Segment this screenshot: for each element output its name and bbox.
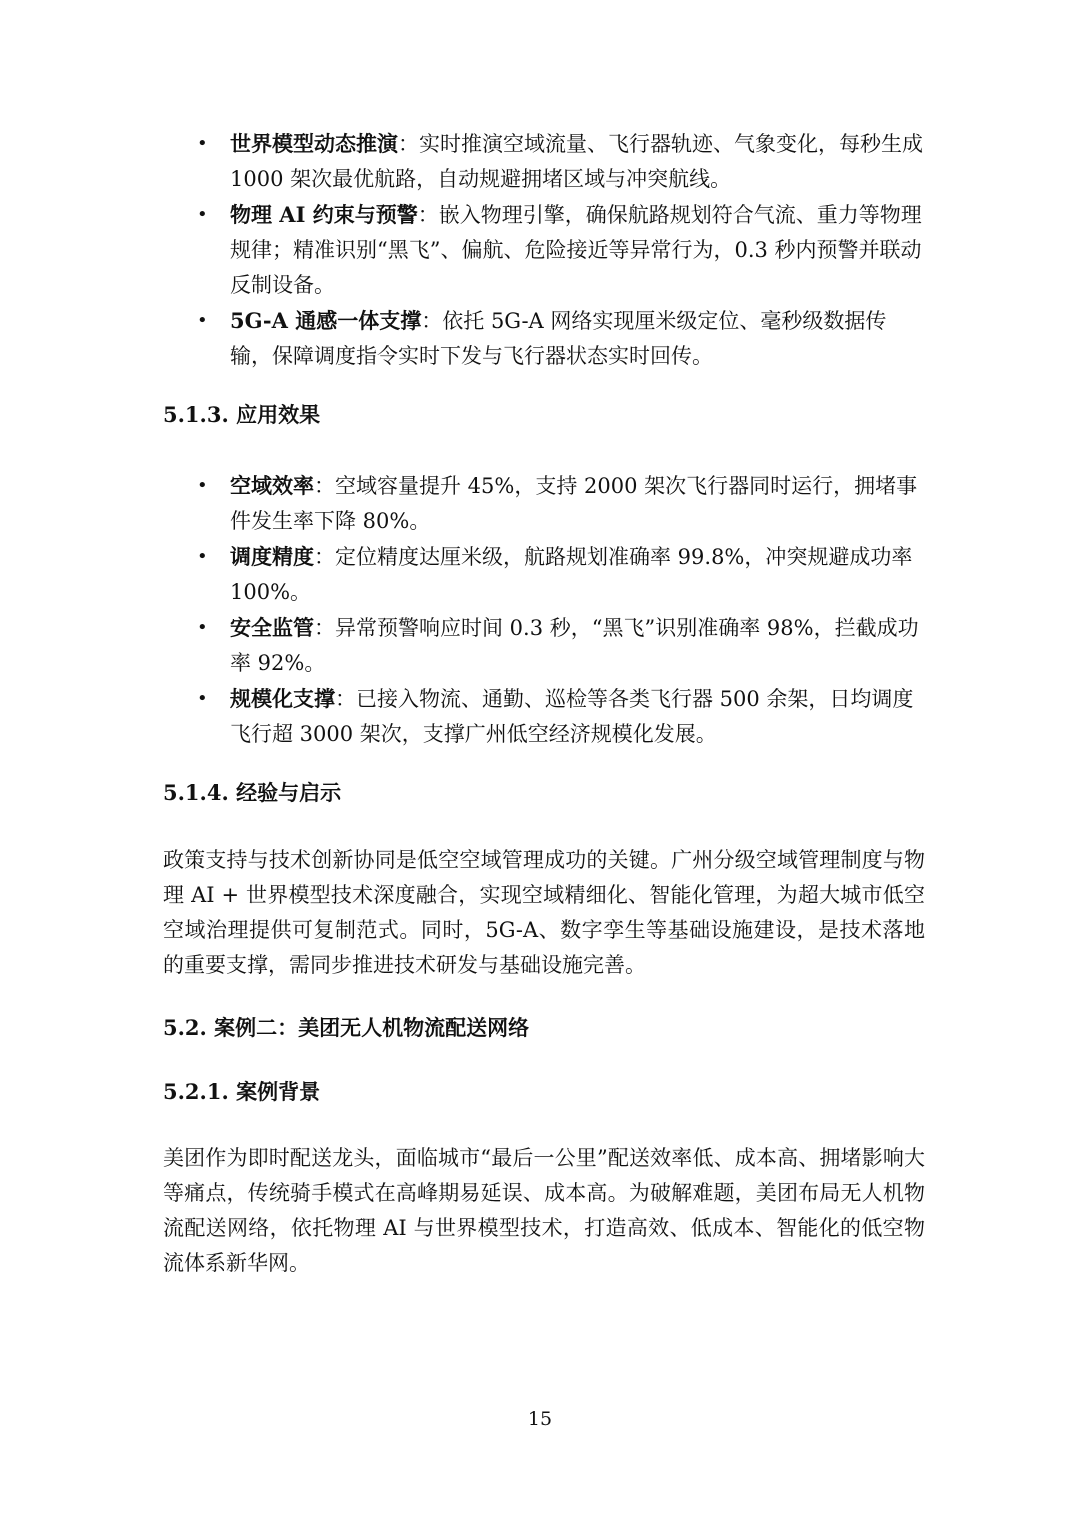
bullet-text: ：嵌入物理引擎，确保航路规划符合气流、重力等物理规律；精准识别“黑飞”、偏航、危险接近等异常行为，0.3 秒内预警并联动反制设备。 bbox=[230, 203, 922, 297]
section-paragraph-514: 政策支持与技术创新协同是低空空域管理成功的关键。广州分级空域管理制度与物理 AI + 世界模型技术深度融合，实现空域精细化、智能化管理，为超大城市低空空域治理提供可复制范式。同时，5G-A、数字孪生等基础设施建设，是技术落地的重要支撑，需同步推进技术研发与基础设施完善。 bbox=[163, 848, 925, 977]
section-heading-513: 5.1.3. 应用效果 bbox=[163, 402, 321, 427]
bullet-icon: • bbox=[197, 688, 208, 709]
list-item bbox=[163, 197, 925, 303]
bullet-text: ：实时推演空域流量、飞行器轨迹、气象变化，每秒生成 1000 架次最优航路，自动规避拥堵区域与冲突航线。 bbox=[230, 132, 923, 191]
bullet-text: ：依托 5G-A 网络实现厘米级定位、毫秒级数据传输，保障调度指令实时下发与飞行器状态实时回传。 bbox=[230, 309, 887, 368]
section-heading-521: 5.2.1. 案例背景 bbox=[163, 1079, 321, 1104]
list-item bbox=[163, 126, 925, 197]
section-heading-514: 5.1.4. 经验与启示 bbox=[163, 780, 342, 805]
section-paragraph-521: 美团作为即时配送龙头，面临城市“最后一公里”配送效率低、成本高、拥堵影响大等痛点，传统骑手模式在高峰期易延误、成本高。为破解难题，美团布局无人机物流配送网络，依托物理 AI 与世界模型技术，打造高效、低成本、智能化的低空物流体系新华网。 bbox=[163, 1146, 925, 1275]
list-item bbox=[163, 539, 925, 610]
bullet-text: ：已接入物流、通勤、巡检等各类飞行器 500 余架，日均调度飞行超 3000 架次，支撑广州低空经济规模化发展。 bbox=[230, 687, 914, 746]
page-content bbox=[163, 126, 925, 1281]
list-item bbox=[163, 681, 925, 752]
bullet-term: 空域效率 bbox=[230, 473, 314, 498]
bullet-icon: • bbox=[197, 475, 208, 496]
tech-bullet-list bbox=[163, 126, 925, 374]
bullet-text: ：定位精度达厘米级，航路规划准确率 99.8%，冲突规避成功率 100%。 bbox=[230, 545, 913, 604]
bullet-term: 5G-A 通感一体支撑 bbox=[230, 308, 422, 333]
effect-bullet-list bbox=[163, 468, 925, 752]
section-heading-52: 5.2. 案例二：美团无人机物流配送网络 bbox=[163, 1015, 530, 1040]
bullet-text: ：异常预警响应时间 0.3 秒，“黑飞”识别准确率 98%，拦截成功率 92%。 bbox=[230, 616, 919, 675]
list-item bbox=[163, 468, 925, 539]
list-item bbox=[163, 303, 925, 374]
bullet-term: 物理 AI 约束与预警 bbox=[230, 202, 418, 227]
bullet-term: 调度精度 bbox=[230, 544, 314, 569]
bullet-text: ：空域容量提升 45%，支持 2000 架次飞行器同时运行，拥堵事件发生率下降 80%。 bbox=[230, 474, 918, 533]
bullet-icon: • bbox=[197, 617, 208, 638]
page-number: 15 bbox=[527, 1408, 553, 1430]
bullet-term: 安全监管 bbox=[230, 615, 314, 640]
list-item bbox=[163, 610, 925, 681]
bullet-icon: • bbox=[197, 204, 208, 225]
bullet-term: 世界模型动态推演 bbox=[230, 131, 398, 156]
bullet-icon: • bbox=[197, 133, 208, 154]
bullet-icon: • bbox=[197, 546, 208, 567]
bullet-term: 规模化支撑 bbox=[230, 686, 335, 711]
bullet-icon: • bbox=[197, 310, 208, 331]
